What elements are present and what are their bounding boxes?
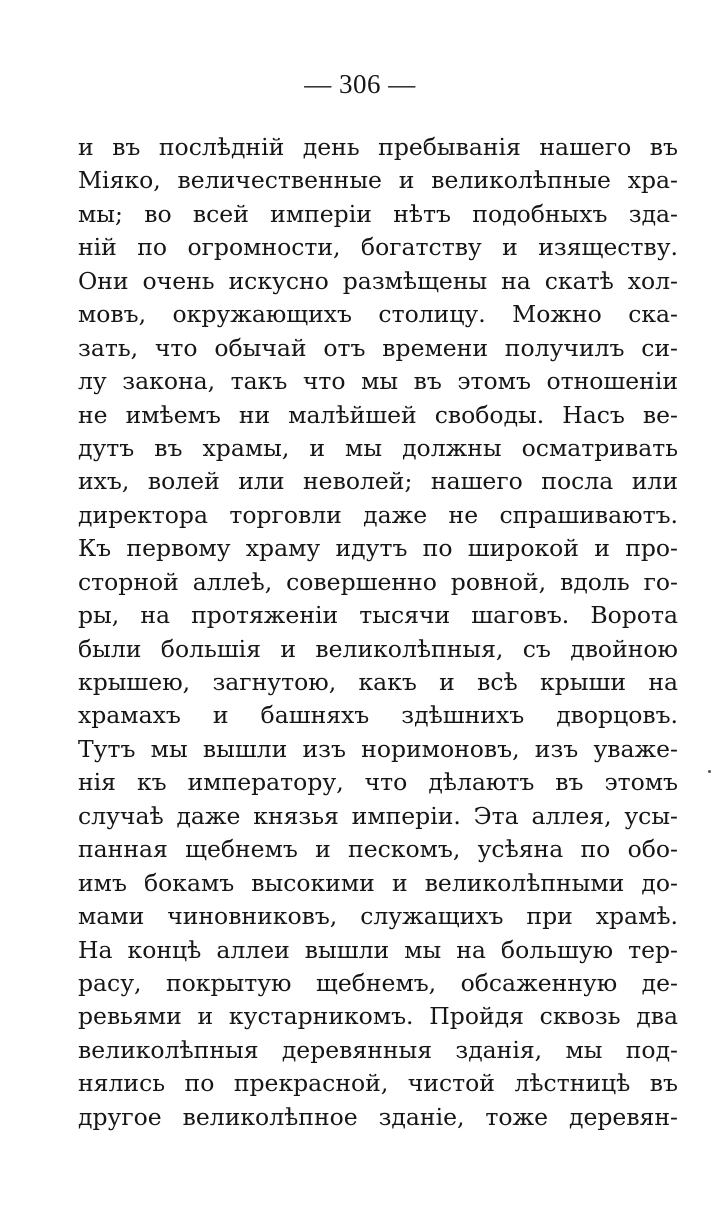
text-line-24: мами чиновниковъ, служащихъ при храмѣ. [78,902,678,931]
paper-speck [708,770,711,773]
text-line-7: зать, что обычай отъ времени получилъ си- [78,333,678,362]
text-line-22: панная щебнемъ и пескомъ, усѣяна по обо- [78,835,678,864]
text-line-6: мовъ, окружающихъ столицу. Можно ска- [78,300,678,329]
text-line-10: дутъ въ храмы, и мы должны осматривать [78,433,678,462]
page-number: — 306 — [304,69,416,99]
text-line-15: ры, на протяженіи тысячи шаговъ. Ворота [78,601,678,630]
text-line-16: были большія и великолѣпныя, съ двойною [78,634,678,663]
text-line-2: Міяко, величественные и великолѣпные хра- [78,166,678,195]
text-line-8: лу закона, такъ что мы въ этомъ отношеніи [78,367,678,396]
body-text [78,131,678,1134]
text-line-30: другое великолѣпное зданіе, тоже деревян- [78,1102,678,1131]
text-line-13: Къ первому храму идутъ по широкой и про- [78,534,678,563]
text-line-18: храмахъ и башняхъ здѣшнихъ дворцовъ. [78,701,678,730]
text-line-1: и въ послѣдній день пребыванія нашего въ [78,133,678,161]
text-line-28: великолѣпныя деревянныя зданія, мы под- [78,1035,678,1064]
text-line-29: нялись по прекрасной, чистой лѣстницѣ въ [78,1069,678,1098]
text-line-23: имъ бокамъ высокими и великолѣпными до- [78,868,678,897]
text-line-26: расу, покрытую щебнемъ, обсаженную де- [78,968,678,997]
text-line-14: сторной аллеѣ, совершенно ровной, вдоль го- [78,567,678,596]
text-line-25: На концѣ аллеи вышли мы на большую тер- [78,935,678,964]
text-line-27: ревьями и кустарникомъ. Пройдя сквозь два [78,1002,678,1031]
text-line-5: Они очень искусно размѣщены на скатѣ хол- [78,266,678,295]
text-line-21: случаѣ даже князья имперіи. Эта аллея, усы- [78,801,678,830]
text-line-9: не имѣемъ ни малѣйшей свободы. Насъ ве- [78,400,678,429]
text-line-17: крышею, загнутою, какъ и всѣ крыши на [78,668,678,696]
text-line-20: нія къ императору, что дѣлаютъ въ этомъ [78,768,678,797]
text-line-4: ній по огромности, богатству и изяществу. [78,233,678,262]
text-line-11: ихъ, волей или неволей; нашего посла или [78,467,678,496]
text-line-3: мы; во всей имперіи нѣтъ подобныхъ зда- [78,199,678,228]
text-line-12: директора торговли даже не спрашиваютъ. [78,500,678,529]
text-line-19: Тутъ мы вышли изъ норимоновъ, изъ уваже- [78,734,678,763]
